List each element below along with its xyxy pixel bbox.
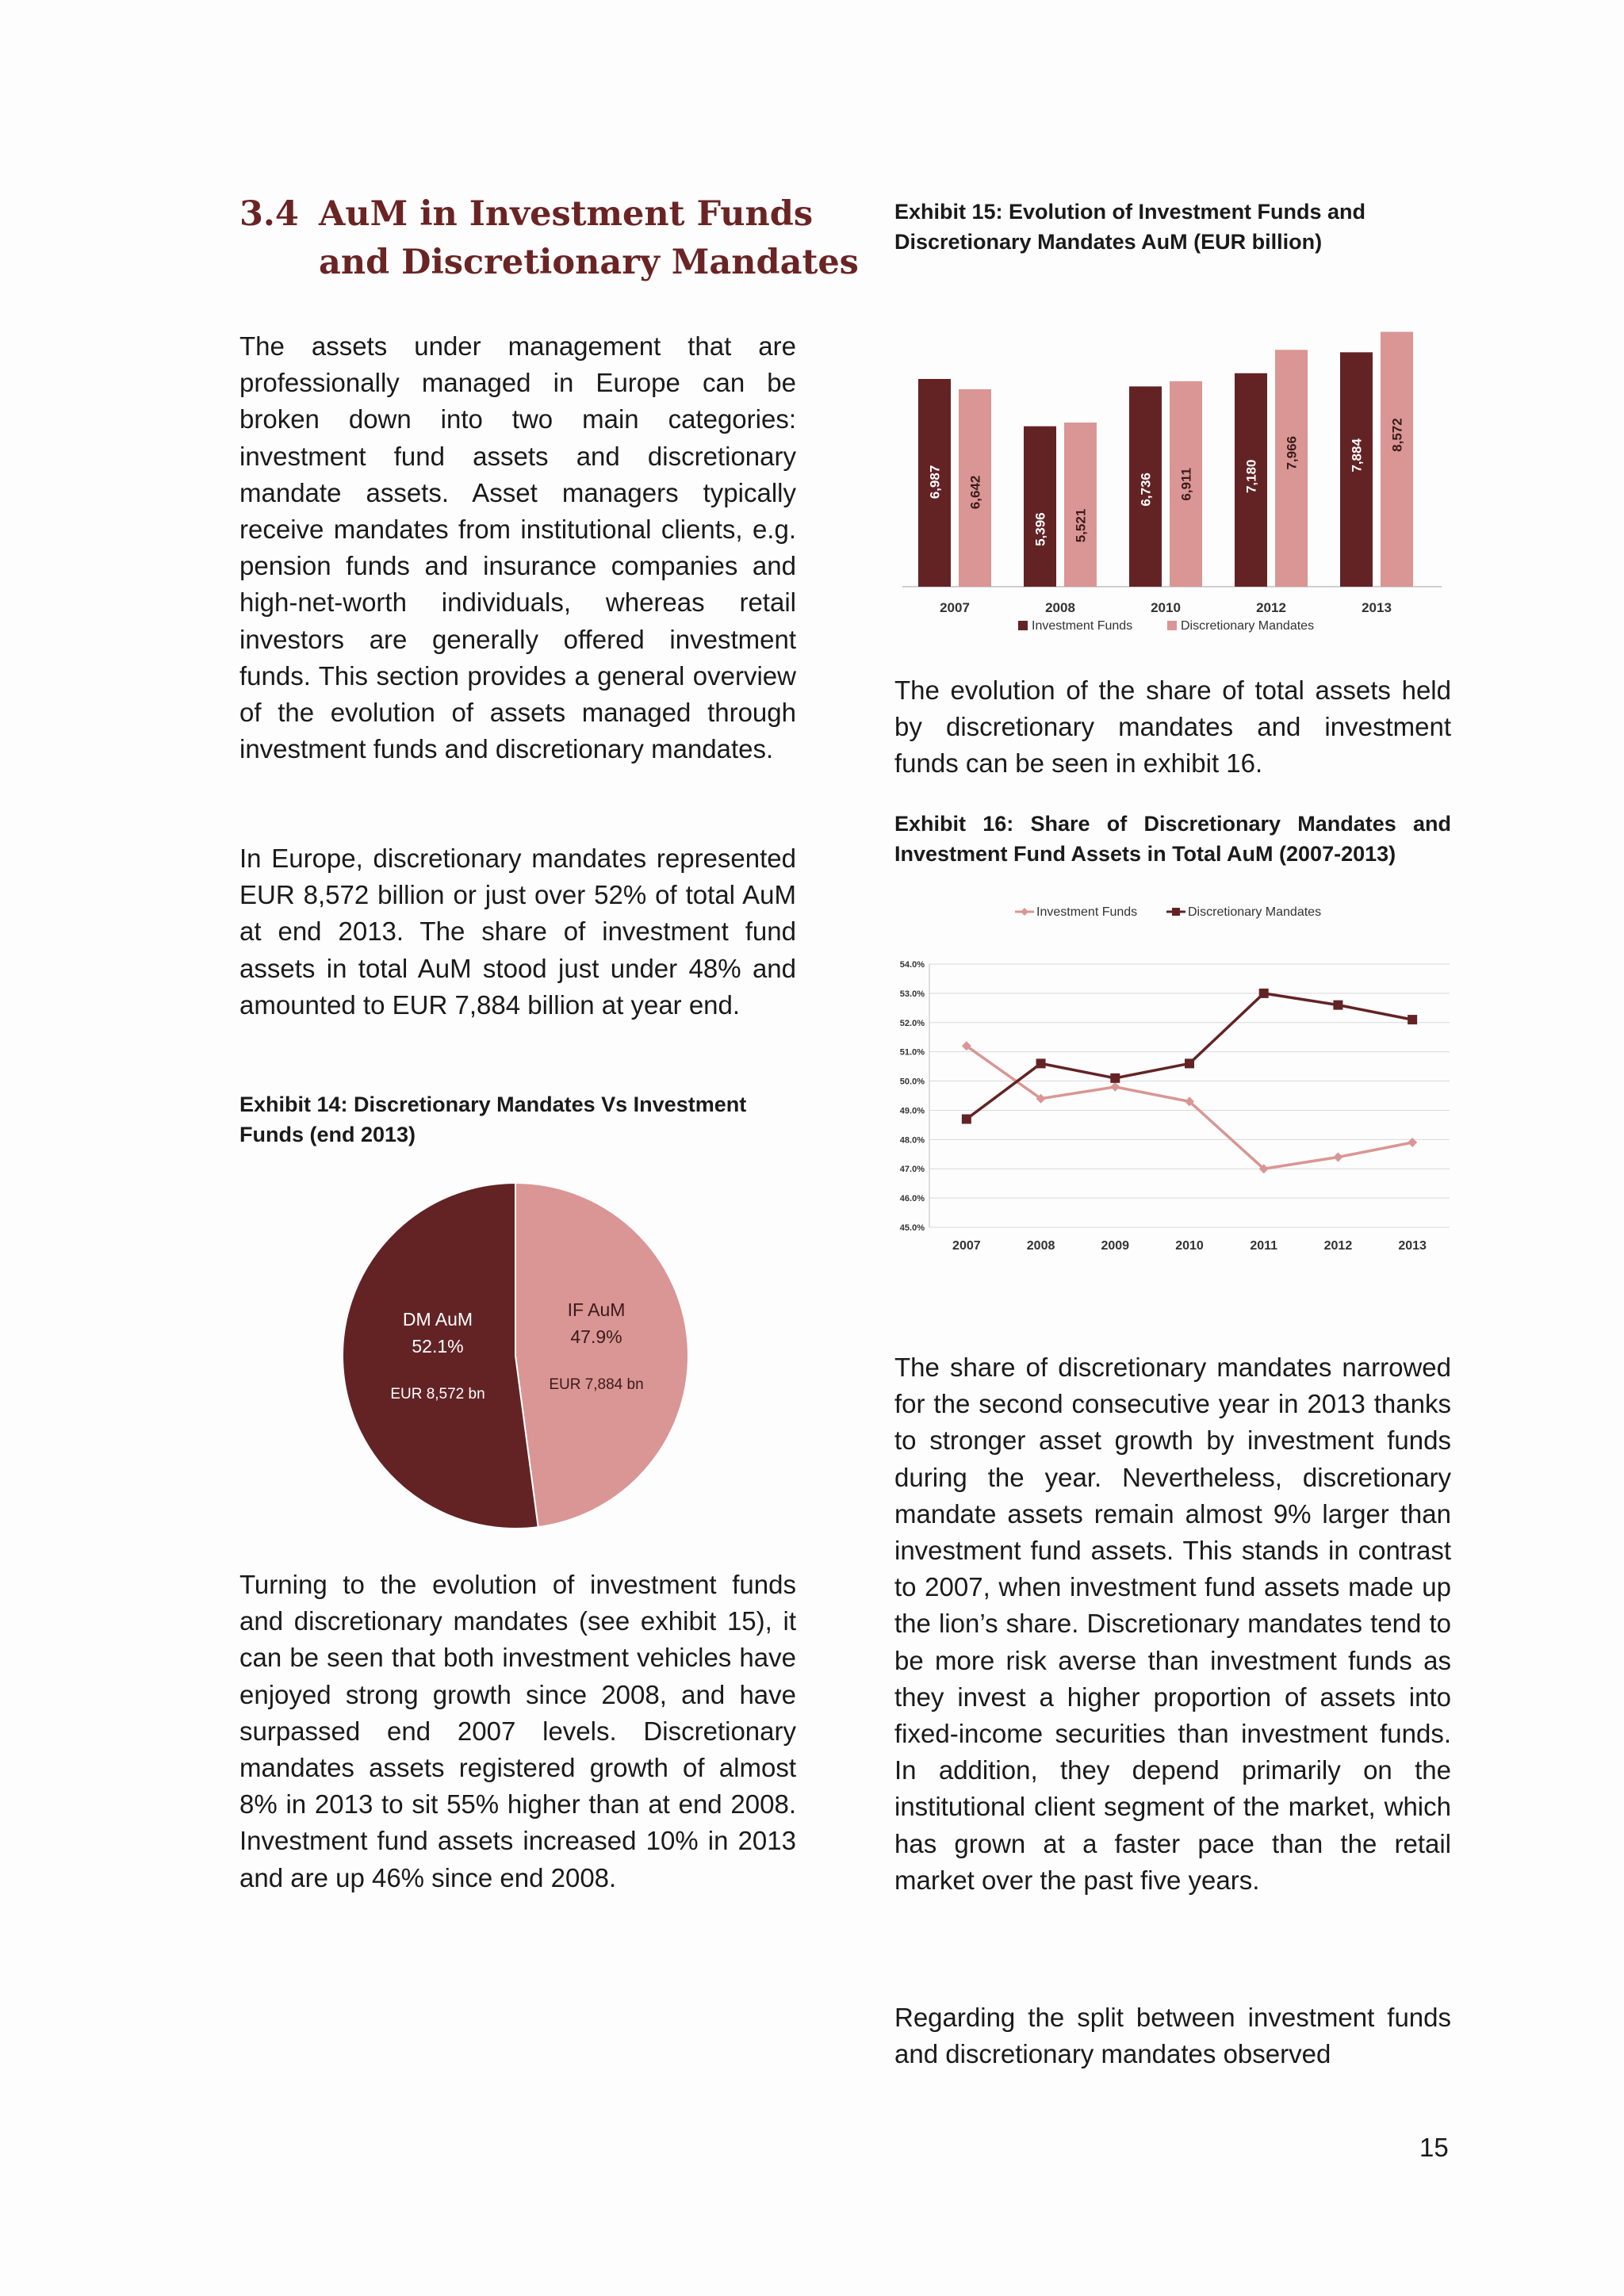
y-tick-label: 54.0% [899, 960, 925, 970]
legend-label-investment-funds: Investment Funds [1036, 905, 1138, 919]
section-title-line2: and Discretionary Mandates [319, 243, 859, 282]
bar-value-label: 7,180 [1243, 459, 1259, 494]
exhibit14-caption-line2: Funds (end 2013) [239, 1123, 416, 1146]
bar-value-label: 8,572 [1389, 418, 1405, 452]
point-investment-funds-2012 [1333, 1152, 1342, 1161]
bar-investment-funds-2008 [1024, 427, 1056, 587]
point-discretionary-mandates-2011 [1259, 989, 1269, 998]
bar-discretionary-mandates-2008 [1064, 423, 1097, 587]
y-tick-label: 48.0% [899, 1135, 925, 1146]
legend-swatch-discretionary-mandates [1167, 621, 1177, 630]
y-tick-label: 50.0% [899, 1077, 925, 1087]
pie-label-dm-name: DM AuM [402, 1309, 473, 1330]
x-tick-2012: 2012 [1323, 1239, 1353, 1253]
bar-discretionary-mandates-2013 [1381, 332, 1413, 587]
y-tick-label: 51.0% [899, 1047, 925, 1058]
share-intro-paragraph: The evolution of the share of total assets held by discretionary mandates and investment funds can be seen in exhibit 16. [894, 675, 1451, 779]
exhibit15-caption-line1: Exhibit 15: Evolution of Investment Funds and [894, 200, 1366, 224]
bar-value-label: 6,642 [967, 475, 983, 510]
intro-paragraph: The assets under management that are professionally managed in Europe can be broken down into two main categories: investment fund assets and discretionary mandate assets. Asset managers typically receive mandates from institutional clients, e.g. pension funds and insurance companies and high-net-worth individuals, whereas retail investors are generally offered investment funds. This section provides a general overview of the evolution of assets managed through investment funds and discretionary mandates. [239, 331, 796, 764]
bar-value-label: 6,987 [927, 465, 943, 499]
exhibit16-caption-line1: Exhibit 16: Share of Discretionary Mandates and [894, 812, 1451, 836]
evolution-paragraph: Turning to the evolution of investment funds and discretionary mandates (see exhibit 15), it can be seen that both investment vehicles have enjoyed strong growth since 2008, and have surpassed end 2007 levels. Discretionary mandates assets registered growth of almost 8% in 2013 to sit 55% higher than at end 2008. Investment fund assets increased 10% in 2013 and are up 46% since end 2008. [239, 1570, 796, 1892]
europe-paragraph: In Europe, discretionary mandates represented EUR 8,572 billion or just over 52% of total AuM at end 2013. The share of investment fund assets in total AuM stood just under 48% and amounted to EUR 7,884 billion at year end. [239, 844, 796, 1020]
exhibit14-caption [239, 1089, 810, 1150]
pie-slice-if [515, 1183, 688, 1527]
x-tick-2008: 2008 [1026, 1239, 1055, 1253]
point-discretionary-mandates-2013 [1408, 1015, 1417, 1024]
legend-label-investment-funds: Investment Funds [1032, 619, 1133, 633]
x-tick-2011: 2011 [1250, 1239, 1278, 1253]
bar-x-tick-2008: 2008 [1045, 600, 1075, 615]
bar-x-tick-2012: 2012 [1256, 600, 1286, 615]
split-paragraph: Regarding the split between investment funds and discretionary mandates observed [894, 2003, 1451, 2069]
exhibit15-bar-chart [894, 317, 1450, 650]
point-discretionary-mandates-2009 [1110, 1073, 1120, 1083]
pie-label-if-name: IF AuM [567, 1299, 626, 1320]
x-tick-2009: 2009 [1101, 1239, 1130, 1253]
legend-marker-discretionary-mandates [1172, 908, 1180, 916]
x-tick-2007: 2007 [952, 1239, 981, 1253]
exhibit15-caption-line2: Discretionary Mandates AuM (EUR billion) [894, 230, 1323, 254]
legend-label-discretionary-mandates: Discretionary Mandates [1181, 619, 1315, 633]
pie-label-if-percent: 47.9% [570, 1326, 622, 1347]
legend-marker-investment-funds [1021, 908, 1028, 916]
point-discretionary-mandates-2012 [1333, 1001, 1342, 1010]
bar-x-tick-2010: 2010 [1151, 600, 1181, 615]
x-tick-2010: 2010 [1175, 1239, 1204, 1253]
point-discretionary-mandates-2008 [1036, 1058, 1046, 1068]
pie-label-if-value: EUR 7,884 bn [549, 1376, 644, 1393]
narrowed-share-paragraph: The share of discretionary mandates narrowed for the second consecutive year in 2013 thanks to stronger asset growth by investment funds during the year. Nevertheless, discretionary mandate assets remain almost 9% larger than investment fund assets. This stands in contrast to 2007, when investment fund assets made up the lion’s share. Discretionary mandates tend to be more risk averse than investment funds as they invest a higher proportion of assets into fixed-income securities than investment funds. In addition, they depend primarily on the institutional client segment of the market, which has grown at a faster pace than the retail market over the past five years. [894, 1353, 1451, 1895]
bar-x-tick-2013: 2013 [1362, 600, 1392, 615]
y-tick-label: 46.0% [899, 1194, 925, 1204]
exhibit14-caption-line1: Exhibit 14: Discretionary Mandates Vs Investment [239, 1093, 747, 1116]
exhibit16-caption-line2: Investment Fund Assets in Total AuM (2007-2013) [894, 842, 1396, 866]
point-discretionary-mandates-2010 [1185, 1058, 1194, 1068]
point-investment-funds-2009 [1110, 1082, 1120, 1092]
bar-x-tick-2007: 2007 [940, 600, 970, 615]
point-discretionary-mandates-2007 [962, 1115, 971, 1124]
section-number: 3.4 [239, 194, 299, 234]
exhibit14-pie-chart [333, 1173, 698, 1538]
x-tick-2013: 2013 [1398, 1239, 1427, 1253]
bar-value-label: 6,736 [1138, 473, 1154, 507]
bar-value-label: 5,521 [1073, 508, 1089, 543]
y-tick-label: 45.0% [899, 1223, 925, 1233]
y-tick-label: 52.0% [899, 1018, 925, 1028]
pie-label-dm-percent: 52.1% [412, 1336, 464, 1357]
legend-swatch-investment-funds [1018, 621, 1028, 630]
page-number: 15 [1419, 2133, 1449, 2162]
exhibit15-caption [894, 197, 1465, 257]
section-title-line1: AuM in Investment Funds [319, 194, 814, 234]
bar-value-label: 6,911 [1178, 468, 1194, 501]
bar-value-label: 7,884 [1349, 438, 1365, 473]
bar-value-label: 7,966 [1284, 436, 1300, 470]
legend-label-discretionary-mandates: Discretionary Mandates [1188, 905, 1322, 919]
bar-value-label: 5,396 [1032, 512, 1048, 546]
pie-label-dm-value: EUR 8,572 bn [390, 1386, 485, 1402]
y-tick-label: 47.0% [899, 1165, 925, 1175]
exhibit16-caption [894, 809, 1451, 869]
exhibit16-line-chart [894, 888, 1465, 1269]
y-tick-label: 53.0% [899, 989, 925, 999]
point-investment-funds-2013 [1408, 1138, 1417, 1147]
y-tick-label: 49.0% [899, 1106, 925, 1116]
